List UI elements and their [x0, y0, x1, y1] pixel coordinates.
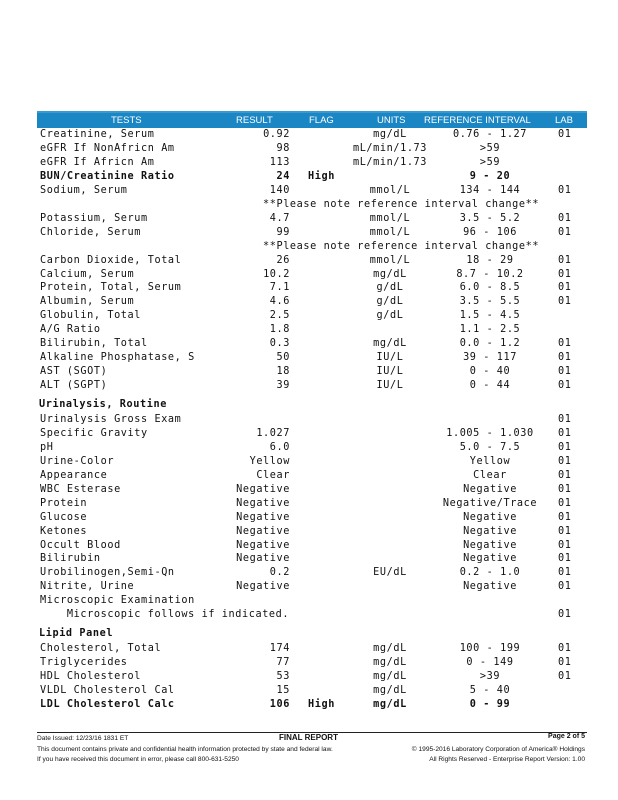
reference-interval: 1.005 - 1.030 [446, 427, 534, 439]
units-value: IU/L [376, 352, 404, 364]
test-name: HDL Cholesterol [40, 670, 142, 682]
result-value: 6.0 [269, 441, 290, 453]
reference-interval: 3.5 - 5.2 [459, 212, 521, 224]
lab-code: 01 [558, 212, 572, 224]
flag-value: High [308, 170, 335, 182]
units-value: mg/dL [373, 698, 407, 710]
reference-interval: 0 - 149 [466, 656, 514, 668]
header-tests: TESTS [111, 115, 142, 126]
table-row [0, 699, 618, 713]
result-value: 106 [269, 698, 290, 710]
table-row [0, 456, 618, 470]
section-lipid-panel: Lipid Panel [39, 628, 114, 639]
test-name: VLDL Cholesterol Cal [40, 684, 175, 696]
copyright-notice: © 1995-2016 Laboratory Corporation of America® Holdings [411, 746, 585, 753]
table-row [0, 129, 618, 143]
result-value: Negative [236, 539, 290, 551]
lab-code: 01 [558, 413, 572, 425]
table-row [0, 553, 618, 567]
test-name: Occult Blood [40, 539, 121, 551]
table-row [0, 366, 618, 380]
result-value: 4.7 [269, 212, 290, 224]
reference-interval: Negative [463, 483, 517, 495]
lab-code: 01 [558, 380, 572, 392]
lab-code: 01 [558, 268, 572, 280]
header-units: UNITS [377, 115, 406, 126]
table-row [0, 442, 618, 456]
lab-code: 01 [558, 441, 572, 453]
reference-interval: >59 [479, 156, 501, 168]
units-value: mg/dL [373, 268, 407, 280]
test-name: Microscopic follows if indicated. [40, 609, 290, 621]
test-name: Potassium, Serum [40, 212, 148, 224]
lab-code: 01 [558, 642, 572, 654]
lab-code: 01 [558, 553, 572, 565]
table-row [0, 380, 618, 394]
result-value: Negative [236, 581, 290, 593]
reference-interval: 0.0 - 1.2 [459, 338, 521, 350]
lab-code: 01 [558, 469, 572, 481]
lab-code: 01 [558, 483, 572, 495]
test-name: Triglycerides [40, 656, 128, 668]
lab-code: 01 [558, 338, 572, 350]
test-name: Sodium, Serum [40, 184, 128, 196]
test-name: eGFR If Africn Am [40, 156, 155, 168]
reference-interval: 100 - 199 [459, 642, 521, 654]
result-value: Negative [236, 525, 290, 537]
lab-code: 01 [558, 511, 572, 523]
reference-interval: 0 - 99 [469, 698, 511, 710]
reference-interval: Negative/Trace [442, 497, 538, 509]
result-value: Yellow [249, 455, 290, 467]
lab-code: 01 [558, 609, 572, 621]
error-notice: If you have received this document in error, please call 800-631-5250 [37, 756, 239, 763]
page-number: Page 2 of 5 [548, 733, 585, 740]
result-value: 113 [269, 156, 290, 168]
table-row [0, 310, 618, 324]
table-row [0, 185, 618, 199]
units-value: mmol/L [369, 226, 411, 238]
result-value: 24 [276, 170, 290, 182]
section-urinalysis-routine: Urinalysis, Routine [39, 399, 167, 410]
reference-interval: Negative [463, 553, 517, 565]
units-value: g/dL [376, 282, 404, 294]
lab-code: 01 [558, 129, 572, 140]
table-row [0, 338, 618, 352]
result-value: 7.1 [269, 282, 290, 294]
units-value: g/dL [376, 310, 404, 322]
reference-interval: 39 - 117 [463, 352, 517, 364]
test-name: Specific Gravity [40, 427, 148, 439]
test-name: Urinalysis Gross Exam [40, 413, 182, 425]
table-row [0, 255, 618, 269]
lab-code: 01 [558, 184, 572, 196]
result-value: 140 [269, 184, 290, 196]
test-name: Calcium, Serum [40, 268, 135, 280]
result-value: 53 [276, 670, 290, 682]
result-value: Clear [256, 469, 290, 481]
header-lab: LAB [555, 115, 573, 126]
test-name: AST (SGOT) [40, 366, 108, 378]
lab-code: 01 [558, 427, 572, 439]
reference-interval: Negative [463, 525, 517, 537]
reference-interval: 0.76 - 1.27 [452, 129, 528, 140]
table-row [0, 685, 618, 699]
test-name: Urobilinogen,Semi-Qn [40, 567, 175, 579]
table-row [0, 282, 618, 296]
test-name: Alkaline Phosphatase, S [40, 352, 195, 364]
units-value: mL/min/1.73 [352, 156, 428, 168]
reference-interval: 3.5 - 5.5 [459, 296, 521, 308]
result-value: 18 [276, 366, 290, 378]
units-value: mg/dL [373, 684, 407, 696]
reference-interval: 18 - 29 [466, 254, 514, 266]
reference-interval: Yellow [469, 455, 511, 467]
reference-interval: 0.2 - 1.0 [459, 567, 521, 579]
test-name: Appearance [40, 469, 108, 481]
privacy-notice: This document contains private and confidential health information protected by state and federal law. [37, 746, 333, 753]
result-value: Negative [236, 511, 290, 523]
reference-interval: Negative [463, 511, 517, 523]
lab-code: 01 [558, 539, 572, 551]
reference-interval: 1.5 - 4.5 [459, 310, 521, 322]
table-row [0, 143, 618, 157]
test-name: pH [40, 441, 54, 453]
lab-code: 01 [558, 366, 572, 378]
test-name: ALT (SGPT) [40, 380, 108, 392]
date-issued: Date Issued: 12/23/16 1831 ET [37, 735, 129, 742]
units-value: mg/dL [373, 670, 407, 682]
reference-interval: 1.1 - 2.5 [459, 324, 521, 336]
lab-code: 01 [558, 670, 572, 682]
units-value: IU/L [376, 366, 404, 378]
reference-change-note: **Please note reference interval change** [263, 198, 540, 210]
test-name: Bilirubin, Total [40, 338, 148, 350]
table-row [0, 498, 618, 512]
result-value: 0.2 [269, 567, 290, 579]
result-value: 2.5 [269, 310, 290, 322]
result-value: Negative [236, 483, 290, 495]
units-value: mg/dL [373, 642, 407, 654]
table-row [0, 643, 618, 657]
result-value: 1.027 [256, 427, 290, 439]
result-value: 77 [276, 656, 290, 668]
test-name: eGFR If NonAfricn Am [40, 142, 175, 154]
test-name: Protein [40, 497, 88, 509]
units-value: g/dL [376, 296, 404, 308]
table-row [0, 428, 618, 442]
flag-value: High [308, 698, 335, 710]
test-name: Chloride, Serum [40, 226, 142, 238]
table-row [0, 296, 618, 310]
table-row [0, 595, 618, 609]
units-value: mmol/L [369, 184, 411, 196]
reference-interval: >39 [479, 670, 501, 682]
test-name: Microscopic Examination [40, 595, 195, 607]
units-value: mL/min/1.73 [352, 142, 428, 154]
result-value: 4.6 [269, 296, 290, 308]
lab-code: 01 [558, 525, 572, 537]
result-value: 0.3 [269, 338, 290, 350]
result-value: 1.8 [269, 324, 290, 336]
header-result: RESULT [236, 115, 273, 126]
table-row [0, 157, 618, 171]
test-name: Nitrite, Urine [40, 581, 135, 593]
result-value: Negative [236, 553, 290, 565]
lab-code: 01 [558, 254, 572, 266]
table-row [0, 269, 618, 283]
reference-interval: Negative [463, 539, 517, 551]
result-value: 0.92 [263, 129, 290, 140]
header-reference-interval: REFERENCE INTERVAL [424, 115, 531, 126]
lab-code: 01 [558, 282, 572, 294]
test-name: Bilirubin [40, 553, 101, 565]
lab-code: 01 [558, 581, 572, 593]
table-row [0, 526, 618, 540]
lab-code: 01 [558, 656, 572, 668]
test-name: WBC Esterase [40, 483, 121, 495]
test-name: A/G Ratio [40, 324, 101, 336]
table-row [0, 324, 618, 338]
lab-code: 01 [558, 352, 572, 364]
result-value: 174 [269, 642, 290, 654]
table-row [0, 609, 618, 623]
reference-interval: 6.0 - 8.5 [459, 282, 521, 294]
test-name: Globulin, Total [40, 310, 142, 322]
units-value: mg/dL [373, 338, 407, 350]
lab-code: 01 [558, 226, 572, 238]
reference-interval: 8.7 - 10.2 [456, 268, 524, 280]
table-row [0, 171, 618, 185]
result-value: Negative [236, 497, 290, 509]
results-table-header [37, 113, 587, 128]
reference-interval: Negative [463, 581, 517, 593]
test-name: Protein, Total, Serum [40, 282, 182, 294]
reference-interval: 5 - 40 [469, 684, 511, 696]
final-report-label: FINAL REPORT [279, 733, 338, 742]
reference-interval: 134 - 144 [459, 184, 521, 196]
test-name: Urine-Color [40, 455, 115, 467]
test-name: Albumin, Serum [40, 296, 135, 308]
reference-interval: Clear [473, 469, 507, 481]
table-row [0, 581, 618, 595]
units-value: mmol/L [369, 254, 411, 266]
reference-interval: 9 - 20 [469, 170, 511, 182]
result-value: 26 [276, 254, 290, 266]
test-name: Carbon Dioxide, Total [40, 254, 182, 266]
reference-interval: 0 - 40 [469, 366, 511, 378]
header-flag: FLAG [309, 115, 334, 126]
table-row [0, 414, 618, 428]
test-name: BUN/Creatinine Ratio [40, 170, 175, 182]
result-value: 98 [276, 142, 290, 154]
test-name: Cholesterol, Total [40, 642, 162, 654]
table-row [0, 540, 618, 554]
table-row [0, 470, 618, 484]
test-name: Ketones [40, 525, 88, 537]
table-row [0, 671, 618, 685]
table-row [0, 484, 618, 498]
reference-interval: 0 - 44 [469, 380, 511, 392]
result-value: 10.2 [263, 268, 290, 280]
lab-code: 01 [558, 296, 572, 308]
units-value: mg/dL [373, 129, 407, 140]
units-value: IU/L [376, 380, 404, 392]
result-value: 39 [276, 380, 290, 392]
lab-code: 01 [558, 455, 572, 467]
units-value: EU/dL [373, 567, 407, 579]
rights-notice: All Rights Reserved - Enterprise Report Version: 1.00 [429, 756, 585, 763]
table-row [0, 227, 618, 241]
reference-interval: 5.0 - 7.5 [459, 441, 521, 453]
table-row [0, 657, 618, 671]
test-name: Creatinine, Serum [40, 129, 155, 140]
lab-code: 01 [558, 497, 572, 509]
table-row [0, 352, 618, 366]
reference-interval: >59 [479, 142, 501, 154]
reference-change-note: **Please note reference interval change** [263, 240, 540, 252]
reference-interval: 96 - 106 [463, 226, 517, 238]
units-value: mg/dL [373, 656, 407, 668]
result-value: 15 [276, 684, 290, 696]
table-row [0, 213, 618, 227]
test-name: LDL Cholesterol Calc [40, 698, 175, 710]
table-row [0, 512, 618, 526]
table-row [0, 567, 618, 581]
result-value: 99 [276, 226, 290, 238]
test-name: Glucose [40, 511, 88, 523]
units-value: mmol/L [369, 212, 411, 224]
lab-code: 01 [558, 567, 572, 579]
result-value: 50 [276, 352, 290, 364]
